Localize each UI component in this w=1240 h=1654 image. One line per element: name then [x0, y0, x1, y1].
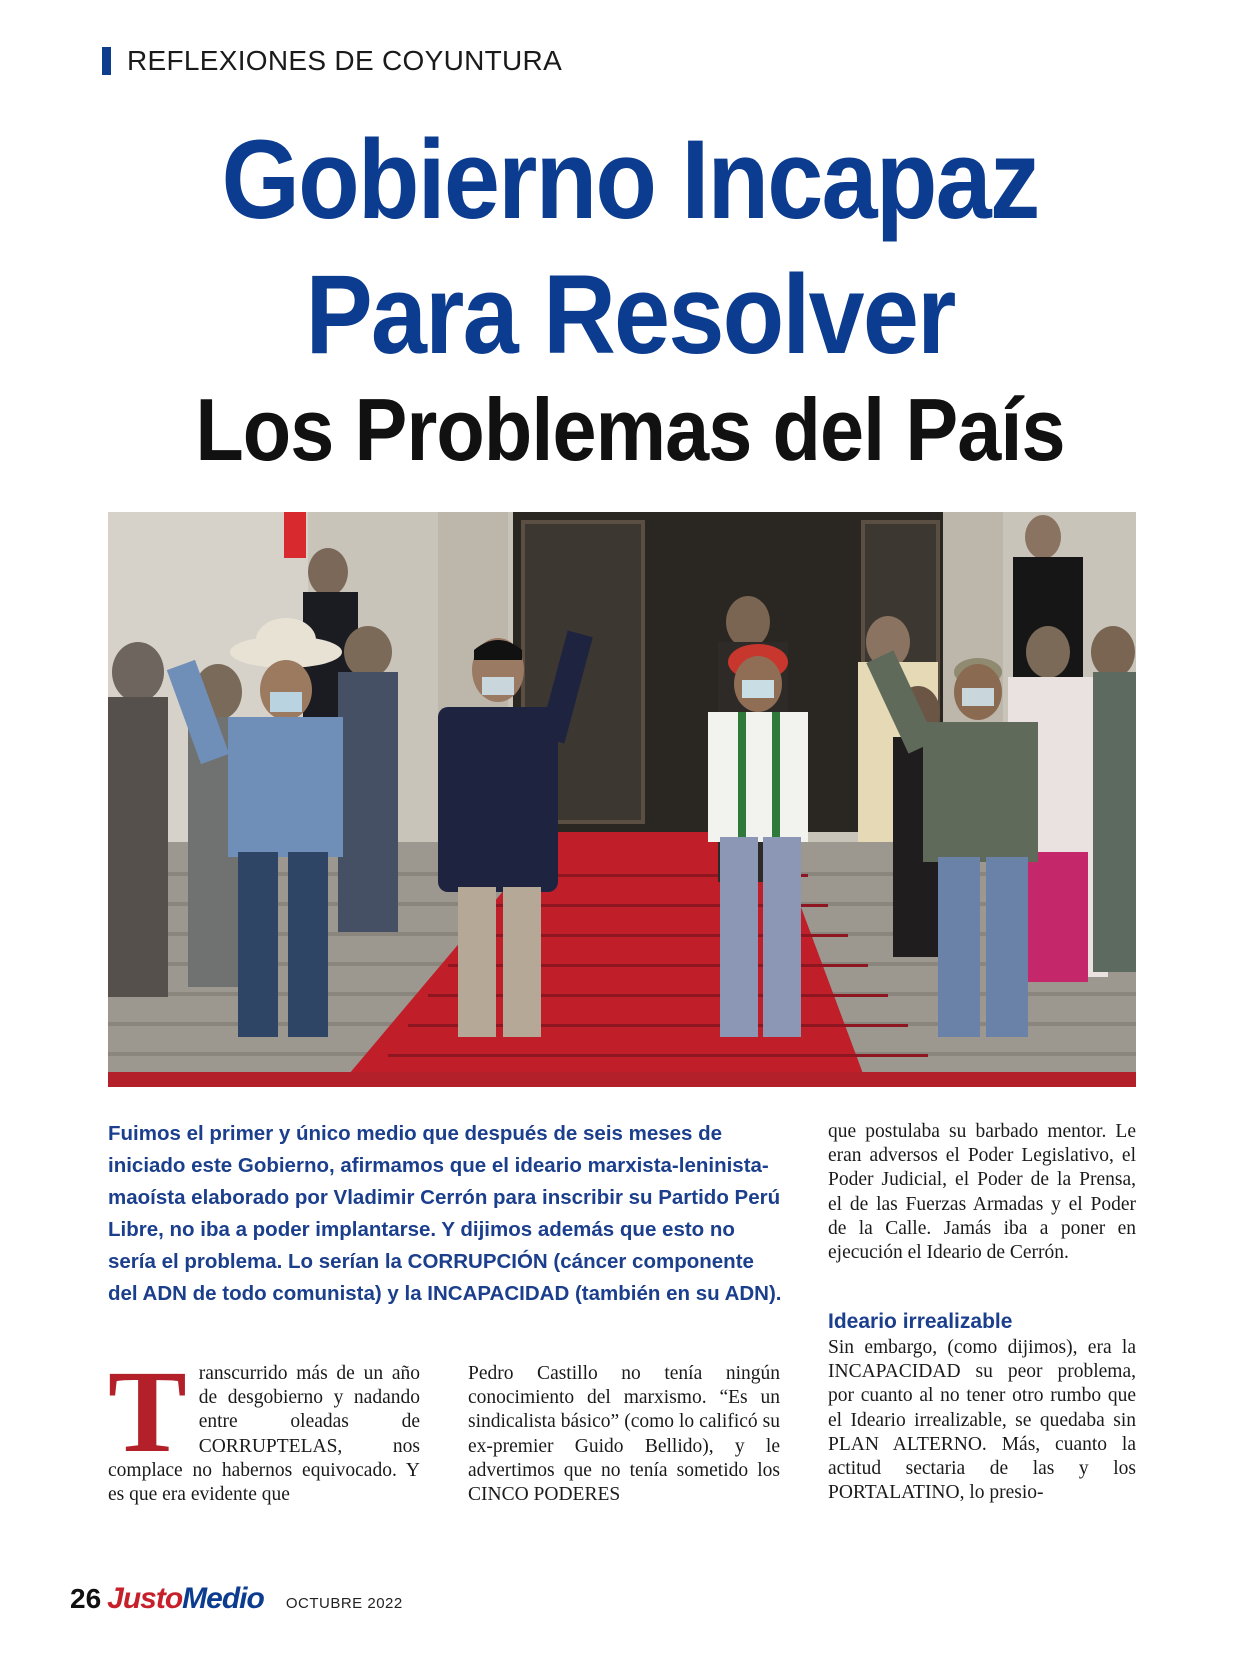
section-label: REFLEXIONES DE COYUNTURA — [127, 45, 563, 76]
headline-line-2: Para Resolver — [305, 252, 955, 377]
ground-carpet — [108, 1072, 1136, 1087]
headline-line-3: Los Problemas del País — [195, 380, 1065, 479]
photo-illustration — [108, 512, 1136, 1087]
drop-cap: T — [108, 1346, 187, 1477]
subheading: Ideario irrealizable — [828, 1310, 1013, 1333]
lead-photo — [108, 512, 1136, 1087]
page-number: 26 — [70, 1583, 102, 1614]
lead-paragraph: Fuimos el primer y único medio que después de seis meses de iniciado este Gobierno, afirmamos que el ideario marxista-leninista-maoísta elaborado por Vladimir Cerrón para inscribir su Partido Perú Libre, no iba a poder implantarse. Y dijimos además que esto no sería el problema. Lo serían la CORRUPCIÓN (cáncer componente del ADN de todo comunista) y la INCAPACIDAD (también en su ADN). — [108, 1122, 782, 1305]
body-column-3-continued: Sin embargo, (como dijimos), era la INCAPACIDAD su peor problema, por cuanto al no tener otro rumbo que el Ideario irrealizable, se quedaba sin PLAN ALTERNO. Más, cuanto la actitud sectaria de las y los PORTALATINO, lo presio- — [828, 1337, 1136, 1504]
headline-line-1: Gobierno Incapaz — [221, 117, 1039, 242]
body-column-3: que postulaba su barbado mentor. Le eran adversos el Poder Legislativo, el Poder Judicial, el Poder de la Prensa, el de las Fuerzas Armadas y el Poder de la Calle. Jamás iba a poner en ejecución el Ideario de Cerrón. — [828, 1121, 1136, 1264]
body-column-2: Pedro Castillo no tenía ningún conocimiento del marxismo. “Es un sindicalista básico” (como lo calificó su ex-premier Guido Bellido), y le advertimos que no tenía sometido los CINCO PODERES — [468, 1363, 780, 1506]
brand-logo-medio: Medio — [182, 1582, 264, 1615]
body-column-1 — [108, 1346, 420, 1507]
brand-logo-justo: Justo — [107, 1582, 183, 1615]
page-footer — [70, 1582, 403, 1616]
body-column-1-text: ranscurrido más de un año de desgobierno y nadando entre oleadas de CORRUPTELAS, nos complace no habernos equivocado. Y es que era evidente que — [108, 1363, 420, 1506]
issue-date: OCTUBRE 2022 — [285, 1595, 403, 1612]
section-tag — [102, 46, 562, 76]
flag — [284, 512, 306, 558]
section-bar — [102, 47, 111, 75]
